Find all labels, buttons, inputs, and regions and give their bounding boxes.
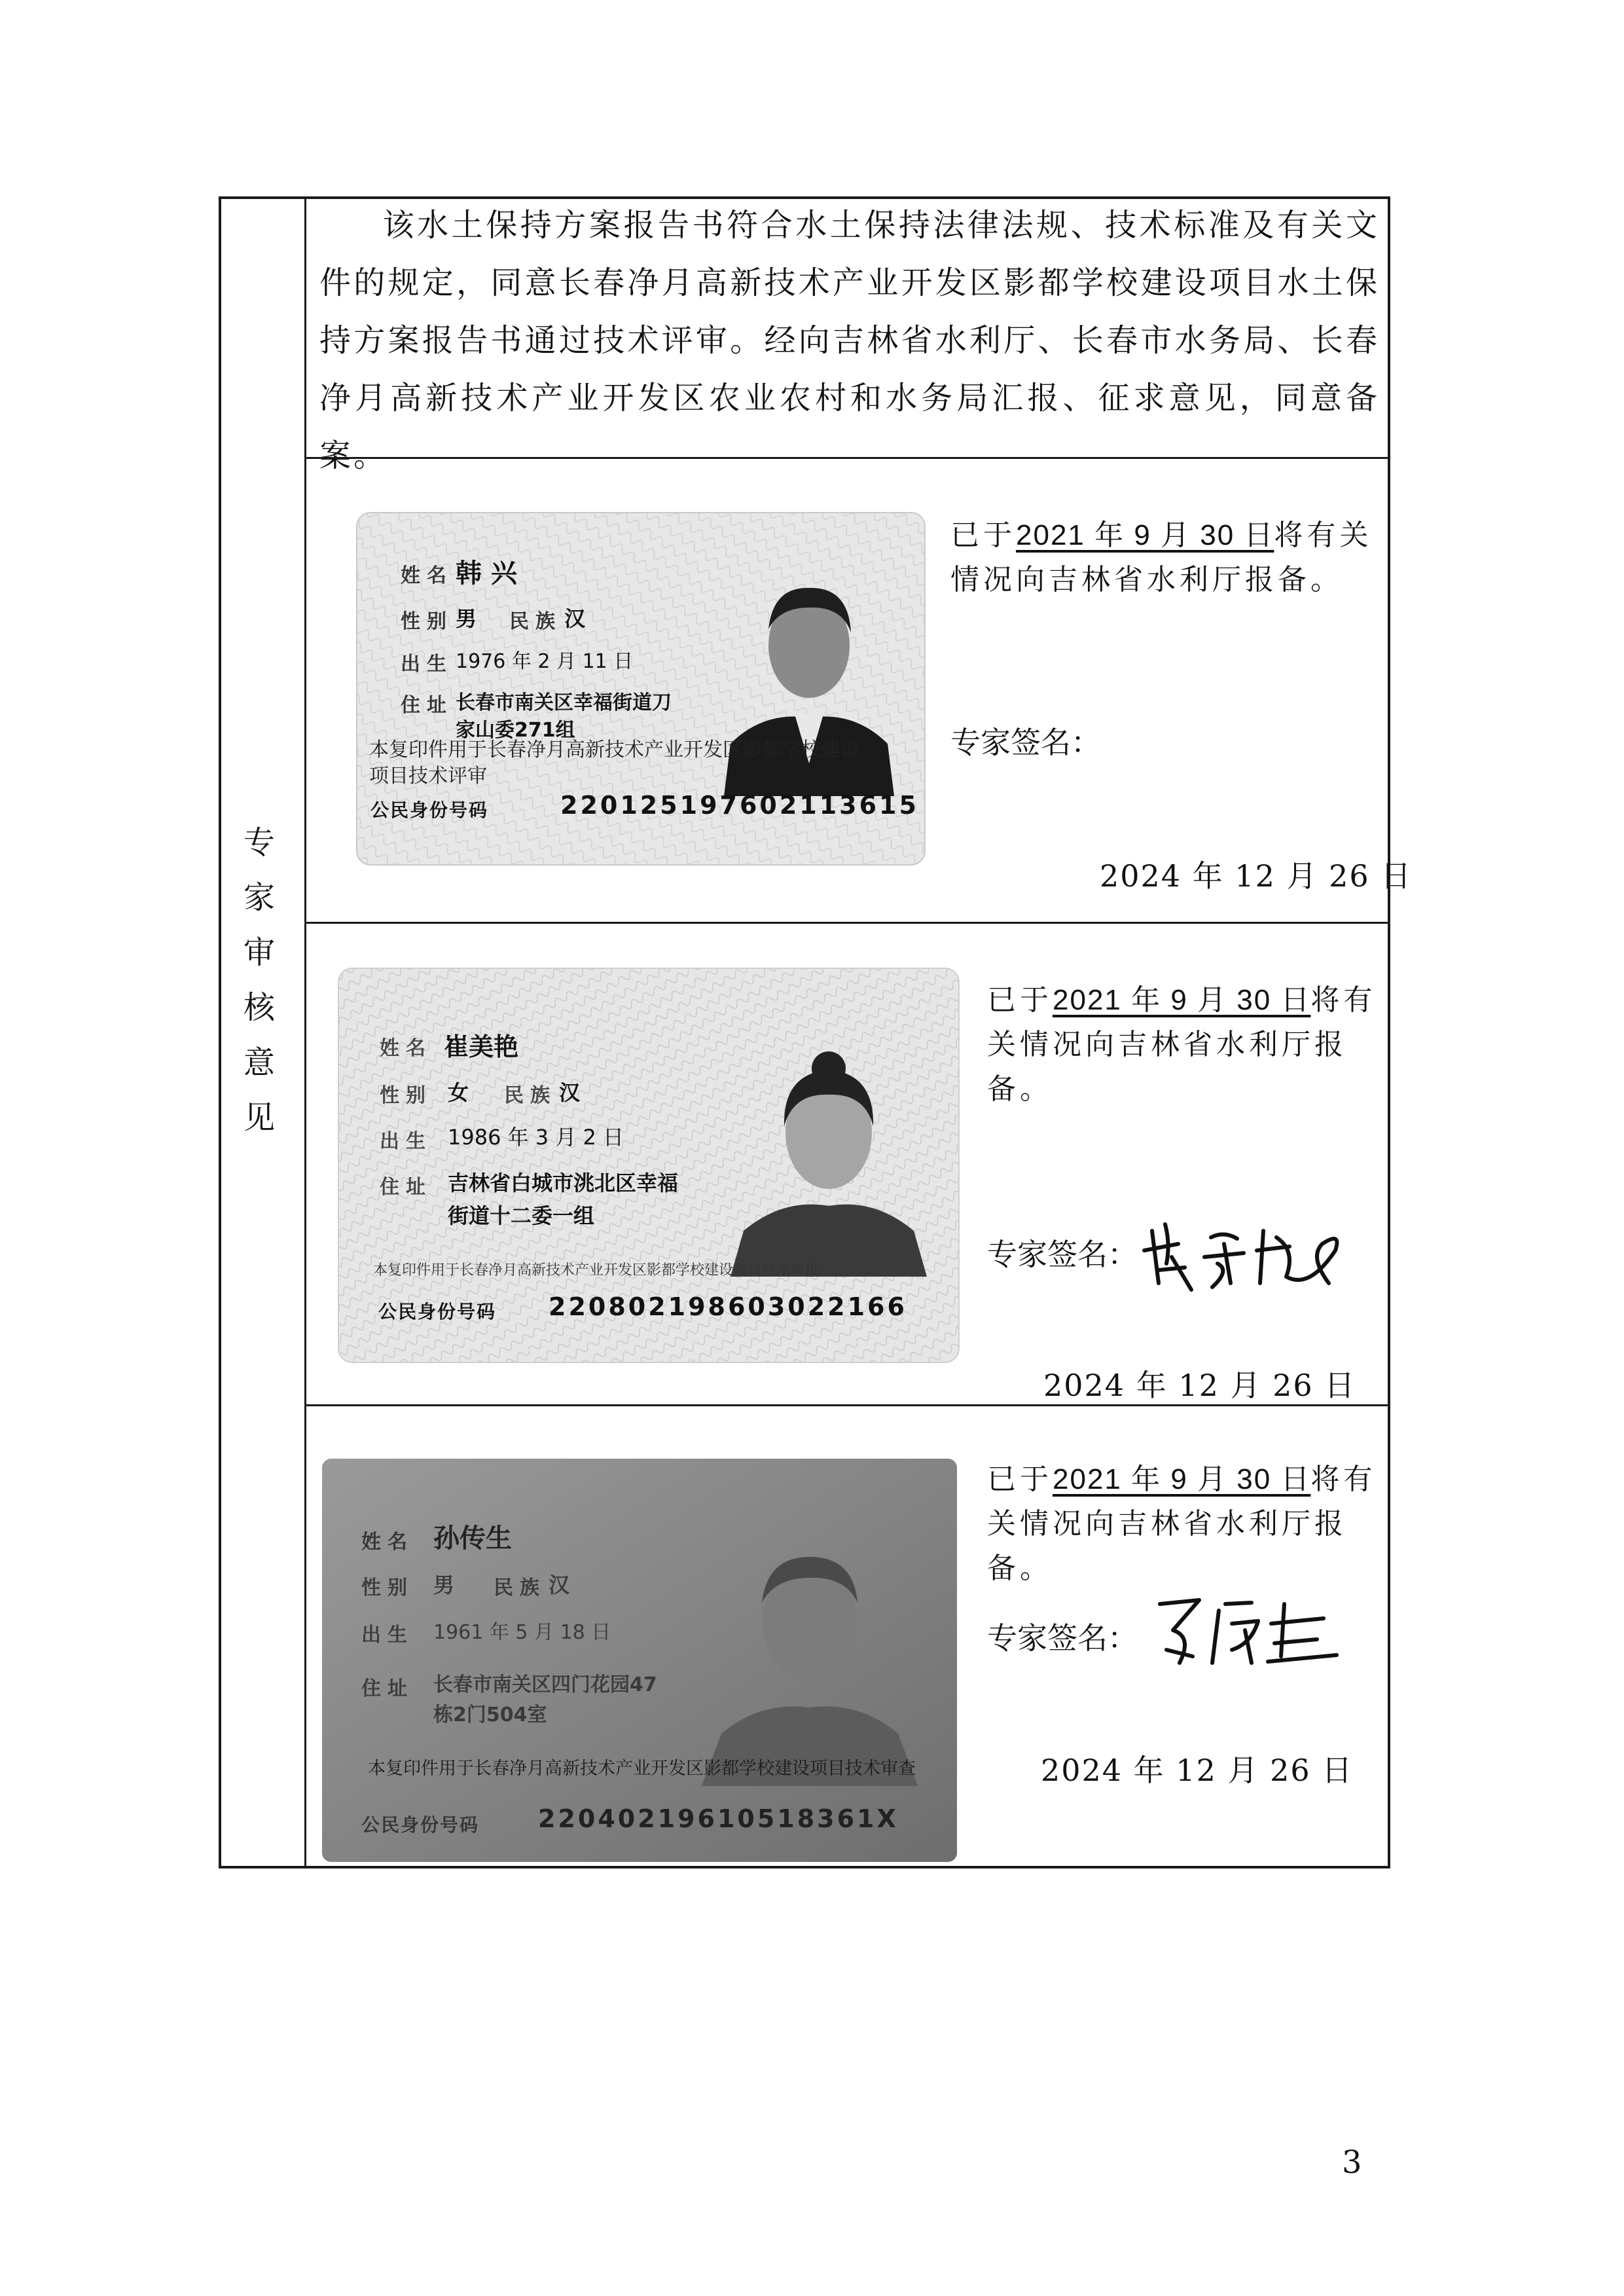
id-photo	[731, 1034, 927, 1277]
card-sex-label: 性别	[380, 1084, 432, 1107]
report-date: 2021 年 9 月 30 日	[1053, 1463, 1311, 1495]
card-id-number: 220125197602113615	[560, 791, 919, 820]
card-birth-label: 出生	[401, 653, 453, 676]
card-ethnicity-label: 民族	[509, 610, 562, 633]
card-address-line1: 长春市南关区四门花园47	[433, 1673, 657, 1696]
card-copy-overlay: 本复印件用于长春净月高新技术产业开发区影都学校建设项目技术审查	[368, 1758, 916, 1779]
card-ethnicity: 汉	[564, 606, 586, 631]
side-label-char: 核	[243, 989, 275, 1026]
card-address-line2: 家山委271组	[456, 719, 575, 742]
card-name-label: 姓名	[361, 1531, 414, 1554]
report-date: 2021 年 9 月 30 日	[1016, 519, 1274, 551]
side-label-char: 见	[243, 1099, 275, 1136]
card-birth: 1976 年 2 月 11 日	[456, 650, 634, 673]
card-address-label: 住址	[380, 1176, 432, 1199]
card-address-label: 住址	[401, 694, 453, 717]
card-copy-overlay: 本复印件用于长春净月高新技术产业开发区影都学校建设项目技术审批	[373, 1262, 820, 1279]
card-birth-label: 出生	[380, 1130, 432, 1153]
id-card-1	[356, 512, 926, 866]
opinion-paragraph	[319, 196, 1380, 484]
table-row-divider-2	[304, 922, 1390, 924]
card-sex: 女	[448, 1080, 469, 1105]
side-label-char: 意	[243, 1044, 275, 1081]
sign-date-3: 2024 年 12 月 26 日	[1041, 1753, 1354, 1788]
signature-handwritten-2	[1139, 1205, 1348, 1296]
card-name-label: 姓名	[401, 564, 453, 587]
signature-label-2: 专家签名：	[987, 1237, 1138, 1272]
card-name: 孙传生	[433, 1523, 512, 1554]
card-address-label: 住址	[361, 1677, 414, 1700]
card-address-line1: 吉林省白城市洮北区幸福	[448, 1171, 679, 1195]
card-sex: 男	[433, 1573, 455, 1597]
card-ethnicity: 汉	[559, 1080, 581, 1105]
card-sex-label: 性别	[401, 610, 453, 633]
card-address-line2: 街道十二委一组	[448, 1203, 595, 1228]
card-birth: 1961 年 5 月 18 日	[433, 1621, 611, 1644]
card-ethnicity-label: 民族	[494, 1576, 546, 1599]
table-border-right	[1388, 196, 1390, 1868]
card-id-label: 公民身份号码	[378, 1301, 497, 1322]
card-id-label: 公民身份号码	[361, 1814, 480, 1836]
card-name: 韩兴	[456, 558, 526, 589]
report-statement-2: 已于2021 年 9 月 30 日将有关情况向吉林省水利厅报备。	[987, 983, 1377, 1106]
signature-handwritten-3	[1153, 1584, 1350, 1669]
report-statement-1: 已于2021 年 9 月 30 日将有关情况向吉林省水利厅报备。	[950, 519, 1373, 596]
card-id-number: 22040219610518361X	[538, 1804, 899, 1833]
side-label-char: 家	[243, 879, 275, 916]
sign-date-1: 2024 年 12 月 26 日	[1100, 858, 1413, 894]
card-copy-overlay: 本复印件用于长春净月高新技术产业开发区影都学校建设项目技术评审	[369, 738, 860, 788]
side-label-char: 审	[243, 934, 275, 971]
card-name: 崔美艳	[444, 1032, 519, 1061]
card-id-label: 公民身份号码	[370, 799, 489, 821]
card-sex: 男	[456, 606, 477, 631]
card-name-label: 姓名	[380, 1037, 432, 1060]
report-statement-3: 已于2021 年 9 月 30 日将有关情况向吉林省水利厅报备。	[987, 1463, 1377, 1585]
card-sex-label: 性别	[361, 1576, 414, 1599]
report-date: 2021 年 9 月 30 日	[1053, 984, 1311, 1016]
id-card-3	[322, 1459, 957, 1862]
card-ethnicity: 汉	[549, 1573, 570, 1597]
table-column-divider	[304, 196, 306, 1868]
signature-label-1: 专家签名：	[950, 725, 1101, 760]
side-label-char: 专	[243, 824, 275, 861]
card-address-line1: 长春市南关区幸福街道刀	[456, 691, 672, 714]
opinion-body-text: 该水土保持方案报告书符合水土保持法律法规、技术标准及有关文件的规定，同意长春净月高新技术产业开发区影都学校建设项目水土保持方案报告书通过技术评审。经向吉林省水利厅、长春市水务局、长春净月高新技术产业开发区农业农村和水务局汇报、征求意见，同意备案。	[319, 207, 1380, 474]
card-address-line2: 栋2门504室	[433, 1704, 547, 1726]
card-id-number: 220802198603022166	[549, 1292, 907, 1321]
id-card-2	[338, 968, 960, 1363]
page-number: 3	[1342, 2144, 1362, 2181]
signature-label-3: 专家签名：	[987, 1620, 1138, 1656]
card-birth: 1986 年 3 月 2 日	[448, 1125, 624, 1150]
table-border-bottom	[219, 1866, 1390, 1868]
expert-review-label	[220, 815, 298, 1145]
sign-date-2: 2024 年 12 月 26 日	[1043, 1368, 1356, 1403]
id-photo	[702, 1524, 918, 1786]
card-birth-label: 出生	[361, 1624, 414, 1647]
card-ethnicity-label: 民族	[504, 1084, 556, 1107]
